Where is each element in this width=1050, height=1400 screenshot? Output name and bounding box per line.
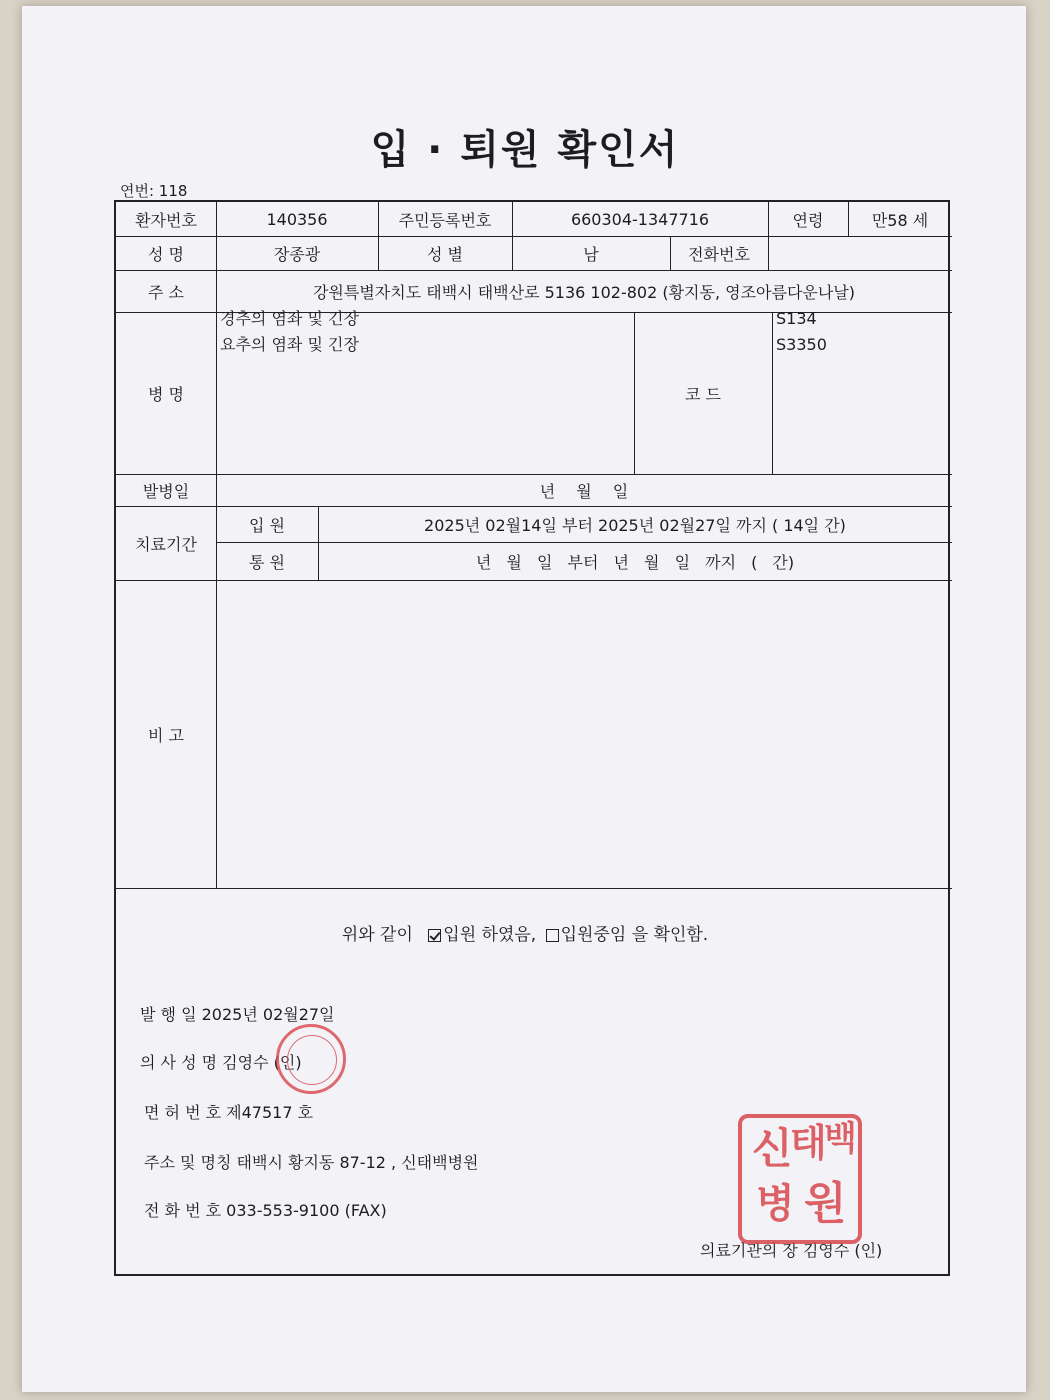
name-value: 장종광 xyxy=(273,244,321,264)
onset-label: 발병일 xyxy=(142,481,190,501)
outpatient-value: 년 월 일 부터 년 월 일 까지 ( 간) xyxy=(475,552,795,572)
hospital-address: 주소 및 명칭 태백시 황지동 87-12 , 신태백병원 xyxy=(144,1153,479,1172)
confirm-prefix: 위와 같이 xyxy=(341,925,413,945)
disease-item: 요추의 염좌 및 긴장 xyxy=(220,335,359,354)
onset-value: 년 월 일 xyxy=(539,481,629,501)
issue-date: 발 행 일 2025년 02월27일 xyxy=(140,1005,335,1024)
confirm-option-admitted: 입원 하였음, xyxy=(443,925,537,945)
checkbox-empty-icon xyxy=(546,929,559,942)
inpatient-value: 2025년 02월14일 부터 2025년 02월27일 까지 ( 14일 간) xyxy=(424,515,846,535)
remarks-label: 비 고 xyxy=(148,725,184,745)
checkbox-checked-icon xyxy=(428,929,441,942)
name-label: 성 명 xyxy=(148,244,184,264)
license-number: 면 허 번 호 제47517 호 xyxy=(144,1103,314,1122)
remarks-value xyxy=(216,580,952,888)
disease-label: 병 명 xyxy=(148,384,184,404)
confirmation-line xyxy=(0,920,1050,945)
period-label: 치료기간 xyxy=(135,534,197,554)
rrn-label: 주민등록번호 xyxy=(398,210,492,230)
doctor-seal-icon xyxy=(276,1024,346,1094)
age-value: 만58 세 xyxy=(871,210,929,230)
phone-label: 전화번호 xyxy=(688,244,750,264)
phone-value xyxy=(768,236,952,270)
doctor-name: 의 사 성 명 김영수 (인) xyxy=(140,1053,302,1072)
patient-no-value: 140356 xyxy=(266,209,328,229)
institution-head: 의료기관의 장 김영수 (인) xyxy=(700,1241,883,1260)
inpatient-label: 입 원 xyxy=(249,515,285,535)
code-list xyxy=(776,306,946,358)
rrn-value: 660304-1347716 xyxy=(570,209,710,229)
sex-value: 남 xyxy=(583,244,599,264)
code-label: 코 드 xyxy=(685,384,721,404)
code-item: S134 xyxy=(776,309,817,328)
address-label: 주 소 xyxy=(148,282,184,302)
disease-list xyxy=(220,306,630,358)
hospital-phone: 전 화 번 호 033-553-9100 (FAX) xyxy=(144,1201,387,1220)
document-title: 입 · 퇴원 확인서 xyxy=(370,127,680,173)
col-divider xyxy=(772,312,773,474)
outpatient-label: 통 원 xyxy=(249,552,285,572)
hospital-seal-icon: 신 태 백 병 원 xyxy=(738,1114,862,1244)
serial-number: 연번: 118 xyxy=(120,182,188,200)
sex-label: 성 별 xyxy=(427,244,463,264)
age-label: 연령 xyxy=(792,210,824,230)
patient-no-label: 환자번호 xyxy=(135,210,197,230)
row-divider xyxy=(116,888,952,889)
code-item: S3350 xyxy=(776,335,827,354)
disease-item: 경추의 염좌 및 긴장 xyxy=(220,309,359,328)
address-value: 강원특별자치도 태백시 태백산로 5136 102-802 (황지동, 영조아름다운나날) xyxy=(312,282,856,302)
confirm-option-inpatient: 입원중임 을 확인함. xyxy=(560,925,709,945)
